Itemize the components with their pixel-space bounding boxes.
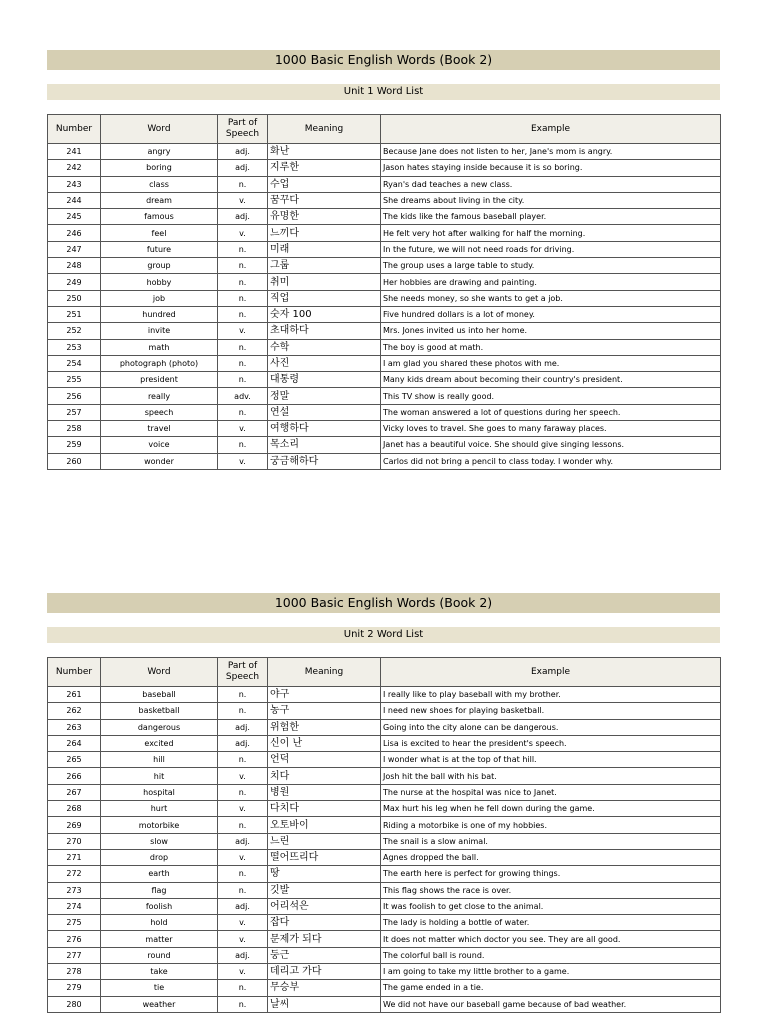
cell-meaning: 잡다	[268, 915, 381, 931]
cell-number: 273	[48, 882, 101, 898]
cell-meaning: 떨어뜨리다	[268, 849, 381, 865]
cell-example: In the future, we will not need roads for driving.	[381, 241, 721, 257]
cell-example: Vicky loves to travel. She goes to many faraway places.	[381, 421, 721, 437]
cell-part-of-speech: v.	[218, 931, 268, 947]
cell-number: 268	[48, 801, 101, 817]
table-row	[48, 703, 721, 719]
cell-word: dangerous	[101, 719, 218, 735]
cell-meaning: 위험한	[268, 719, 381, 735]
table-row	[48, 752, 721, 768]
cell-number: 263	[48, 719, 101, 735]
table-row	[48, 735, 721, 751]
cell-number: 242	[48, 160, 101, 176]
cell-part-of-speech: n.	[218, 290, 268, 306]
cell-example: He felt very hot after walking for half the morning.	[381, 225, 721, 241]
cell-example: The kids like the famous baseball player.	[381, 209, 721, 225]
cell-word: president	[101, 372, 218, 388]
table-row	[48, 453, 721, 469]
cell-part-of-speech: v.	[218, 915, 268, 931]
cell-number: 257	[48, 404, 101, 420]
unit-2-section	[47, 593, 720, 1013]
cell-number: 244	[48, 192, 101, 208]
table-row	[48, 866, 721, 882]
cell-meaning: 미래	[268, 241, 381, 257]
table-row	[48, 339, 721, 355]
cell-meaning: 정말	[268, 388, 381, 404]
cell-part-of-speech: n.	[218, 372, 268, 388]
cell-meaning: 땅	[268, 866, 381, 882]
cell-example: Riding a motorbike is one of my hobbies.	[381, 817, 721, 833]
cell-example: It does not matter which doctor you see. They are all good.	[381, 931, 721, 947]
cell-word: hill	[101, 752, 218, 768]
header-word: Word	[101, 115, 218, 144]
cell-example: We did not have our baseball game because of bad weather.	[381, 996, 721, 1012]
cell-number: 255	[48, 372, 101, 388]
cell-meaning: 다치다	[268, 801, 381, 817]
cell-number: 241	[48, 144, 101, 160]
cell-number: 279	[48, 980, 101, 996]
cell-example: Because Jane does not listen to her, Jane's mom is angry.	[381, 144, 721, 160]
table-row	[48, 241, 721, 257]
table-row	[48, 225, 721, 241]
cell-example: I am going to take my little brother to a game.	[381, 964, 721, 980]
header-part-of-speech: Part of Speech	[218, 658, 268, 687]
cell-meaning: 신이 난	[268, 735, 381, 751]
cell-word: matter	[101, 931, 218, 947]
header-meaning: Meaning	[268, 115, 381, 144]
cell-part-of-speech: v.	[218, 964, 268, 980]
cell-number: 276	[48, 931, 101, 947]
cell-word: basketball	[101, 703, 218, 719]
cell-number: 246	[48, 225, 101, 241]
cell-example: The nurse at the hospital was nice to Janet.	[381, 784, 721, 800]
cell-part-of-speech: v.	[218, 453, 268, 469]
cell-number: 256	[48, 388, 101, 404]
cell-word: invite	[101, 323, 218, 339]
cell-part-of-speech: v.	[218, 323, 268, 339]
header-word: Word	[101, 658, 218, 687]
cell-meaning: 수업	[268, 176, 381, 192]
cell-example: Agnes dropped the ball.	[381, 849, 721, 865]
cell-part-of-speech: n.	[218, 980, 268, 996]
cell-word: speech	[101, 404, 218, 420]
cell-part-of-speech: adj.	[218, 833, 268, 849]
cell-part-of-speech: n.	[218, 703, 268, 719]
table-row	[48, 964, 721, 980]
cell-example: Many kids dream about becoming their country's president.	[381, 372, 721, 388]
cell-meaning: 숫자 100	[268, 306, 381, 322]
cell-part-of-speech: v.	[218, 225, 268, 241]
table-row	[48, 980, 721, 996]
cell-meaning: 수학	[268, 339, 381, 355]
table-row	[48, 833, 721, 849]
cell-part-of-speech: adj.	[218, 160, 268, 176]
cell-number: 249	[48, 274, 101, 290]
cell-meaning: 사진	[268, 355, 381, 371]
cell-word: slow	[101, 833, 218, 849]
table-row	[48, 947, 721, 963]
cell-example: I really like to play baseball with my brother.	[381, 687, 721, 703]
cell-word: group	[101, 258, 218, 274]
cell-number: 260	[48, 453, 101, 469]
cell-part-of-speech: n.	[218, 306, 268, 322]
cell-meaning: 날씨	[268, 996, 381, 1012]
cell-meaning: 야구	[268, 687, 381, 703]
table-row	[48, 687, 721, 703]
table-row	[48, 290, 721, 306]
cell-meaning: 여행하다	[268, 421, 381, 437]
cell-part-of-speech: v.	[218, 801, 268, 817]
cell-meaning: 지루한	[268, 160, 381, 176]
cell-word: hospital	[101, 784, 218, 800]
word-list-table	[47, 657, 721, 1013]
cell-meaning: 그룹	[268, 258, 381, 274]
cell-number: 280	[48, 996, 101, 1012]
cell-part-of-speech: n.	[218, 176, 268, 192]
cell-meaning: 오토바이	[268, 817, 381, 833]
cell-number: 253	[48, 339, 101, 355]
cell-word: famous	[101, 209, 218, 225]
cell-number: 267	[48, 784, 101, 800]
cell-number: 258	[48, 421, 101, 437]
cell-part-of-speech: n.	[218, 784, 268, 800]
cell-meaning: 데리고 가다	[268, 964, 381, 980]
cell-example: The snail is a slow animal.	[381, 833, 721, 849]
table-row	[48, 882, 721, 898]
cell-example: Going into the city alone can be dangerous.	[381, 719, 721, 735]
cell-meaning: 꿈꾸다	[268, 192, 381, 208]
cell-part-of-speech: n.	[218, 339, 268, 355]
cell-word: excited	[101, 735, 218, 751]
cell-word: future	[101, 241, 218, 257]
table-header-row	[48, 658, 721, 687]
cell-number: 245	[48, 209, 101, 225]
table-row	[48, 372, 721, 388]
header-meaning: Meaning	[268, 658, 381, 687]
header-example: Example	[381, 658, 721, 687]
book-title: 1000 Basic English Words (Book 2)	[47, 593, 720, 613]
cell-number: 272	[48, 866, 101, 882]
table-row	[48, 160, 721, 176]
cell-example: Mrs. Jones invited us into her home.	[381, 323, 721, 339]
cell-number: 264	[48, 735, 101, 751]
table-row	[48, 719, 721, 735]
cell-example: The boy is good at math.	[381, 339, 721, 355]
cell-word: tie	[101, 980, 218, 996]
cell-word: feel	[101, 225, 218, 241]
cell-part-of-speech: adj.	[218, 898, 268, 914]
cell-number: 248	[48, 258, 101, 274]
cell-word: hurt	[101, 801, 218, 817]
table-row	[48, 144, 721, 160]
table-row	[48, 784, 721, 800]
table-row	[48, 931, 721, 947]
cell-example: The colorful ball is round.	[381, 947, 721, 963]
cell-meaning: 목소리	[268, 437, 381, 453]
cell-example: She dreams about living in the city.	[381, 192, 721, 208]
cell-meaning: 병원	[268, 784, 381, 800]
cell-meaning: 유명한	[268, 209, 381, 225]
cell-example: Jason hates staying inside because it is so boring.	[381, 160, 721, 176]
cell-word: job	[101, 290, 218, 306]
header-number: Number	[48, 115, 101, 144]
cell-part-of-speech: n.	[218, 274, 268, 290]
cell-example: Josh hit the ball with his bat.	[381, 768, 721, 784]
header-number: Number	[48, 658, 101, 687]
cell-number: 252	[48, 323, 101, 339]
table-row	[48, 801, 721, 817]
cell-number: 266	[48, 768, 101, 784]
cell-meaning: 무승부	[268, 980, 381, 996]
table-row	[48, 404, 721, 420]
cell-meaning: 문제가 되다	[268, 931, 381, 947]
cell-example: Max hurt his leg when he fell down during the game.	[381, 801, 721, 817]
cell-example: The game ended in a tie.	[381, 980, 721, 996]
cell-example: The lady is holding a bottle of water.	[381, 915, 721, 931]
table-row	[48, 996, 721, 1012]
cell-number: 262	[48, 703, 101, 719]
book-title: 1000 Basic English Words (Book 2)	[47, 50, 720, 70]
cell-meaning: 취미	[268, 274, 381, 290]
cell-number: 271	[48, 849, 101, 865]
cell-meaning: 대통령	[268, 372, 381, 388]
table-row	[48, 915, 721, 931]
cell-number: 275	[48, 915, 101, 931]
cell-example: It was foolish to get close to the animal.	[381, 898, 721, 914]
cell-word: boring	[101, 160, 218, 176]
cell-meaning: 언덕	[268, 752, 381, 768]
cell-word: really	[101, 388, 218, 404]
cell-word: hobby	[101, 274, 218, 290]
table-row	[48, 421, 721, 437]
cell-number: 250	[48, 290, 101, 306]
header-example: Example	[381, 115, 721, 144]
cell-number: 277	[48, 947, 101, 963]
cell-meaning: 어리석은	[268, 898, 381, 914]
cell-part-of-speech: n.	[218, 355, 268, 371]
cell-number: 278	[48, 964, 101, 980]
table-row	[48, 274, 721, 290]
table-row	[48, 817, 721, 833]
table-row	[48, 849, 721, 865]
cell-word: hit	[101, 768, 218, 784]
cell-part-of-speech: v.	[218, 849, 268, 865]
cell-meaning: 농구	[268, 703, 381, 719]
cell-meaning: 치다	[268, 768, 381, 784]
cell-word: take	[101, 964, 218, 980]
cell-example: The woman answered a lot of questions during her speech.	[381, 404, 721, 420]
cell-word: earth	[101, 866, 218, 882]
cell-example: The group uses a large table to study.	[381, 258, 721, 274]
cell-part-of-speech: adv.	[218, 388, 268, 404]
cell-part-of-speech: n.	[218, 687, 268, 703]
cell-example: This flag shows the race is over.	[381, 882, 721, 898]
cell-meaning: 궁금해하다	[268, 453, 381, 469]
cell-number: 261	[48, 687, 101, 703]
cell-number: 274	[48, 898, 101, 914]
cell-example: Ryan's dad teaches a new class.	[381, 176, 721, 192]
cell-example: The earth here is perfect for growing things.	[381, 866, 721, 882]
cell-word: hundred	[101, 306, 218, 322]
cell-part-of-speech: n.	[218, 241, 268, 257]
cell-example: Janet has a beautiful voice. She should give singing lessons.	[381, 437, 721, 453]
cell-example: She needs money, so she wants to get a job.	[381, 290, 721, 306]
cell-number: 243	[48, 176, 101, 192]
cell-word: flag	[101, 882, 218, 898]
cell-word: voice	[101, 437, 218, 453]
header-part-of-speech: Part of Speech	[218, 115, 268, 144]
unit-1-section	[47, 50, 720, 470]
cell-number: 254	[48, 355, 101, 371]
table-row	[48, 258, 721, 274]
cell-word: round	[101, 947, 218, 963]
cell-example: I am glad you shared these photos with me.	[381, 355, 721, 371]
cell-part-of-speech: v.	[218, 421, 268, 437]
cell-part-of-speech: n.	[218, 437, 268, 453]
table-row	[48, 209, 721, 225]
table-row	[48, 176, 721, 192]
cell-meaning: 직업	[268, 290, 381, 306]
cell-example: Her hobbies are drawing and painting.	[381, 274, 721, 290]
cell-part-of-speech: n.	[218, 404, 268, 420]
cell-word: travel	[101, 421, 218, 437]
table-row	[48, 323, 721, 339]
cell-example: Lisa is excited to hear the president's speech.	[381, 735, 721, 751]
cell-meaning: 깃발	[268, 882, 381, 898]
cell-meaning: 둥근	[268, 947, 381, 963]
cell-word: hold	[101, 915, 218, 931]
table-row	[48, 437, 721, 453]
cell-word: angry	[101, 144, 218, 160]
table-row	[48, 355, 721, 371]
cell-meaning: 연설	[268, 404, 381, 420]
cell-part-of-speech: adj.	[218, 947, 268, 963]
cell-number: 265	[48, 752, 101, 768]
cell-part-of-speech: adj.	[218, 209, 268, 225]
table-row	[48, 192, 721, 208]
word-list-table	[47, 114, 721, 470]
cell-meaning: 초대하다	[268, 323, 381, 339]
cell-part-of-speech: adj.	[218, 735, 268, 751]
cell-part-of-speech: n.	[218, 752, 268, 768]
cell-word: foolish	[101, 898, 218, 914]
cell-meaning: 느린	[268, 833, 381, 849]
cell-part-of-speech: n.	[218, 258, 268, 274]
cell-part-of-speech: n.	[218, 996, 268, 1012]
cell-part-of-speech: n.	[218, 866, 268, 882]
cell-meaning: 느끼다	[268, 225, 381, 241]
cell-example: Carlos did not bring a pencil to class today. I wonder why.	[381, 453, 721, 469]
cell-number: 247	[48, 241, 101, 257]
cell-word: drop	[101, 849, 218, 865]
unit-subtitle: Unit 2 Word List	[47, 627, 720, 643]
cell-example: Five hundred dollars is a lot of money.	[381, 306, 721, 322]
cell-meaning: 화난	[268, 144, 381, 160]
cell-part-of-speech: n.	[218, 882, 268, 898]
cell-example: This TV show is really good.	[381, 388, 721, 404]
table-row	[48, 306, 721, 322]
cell-number: 251	[48, 306, 101, 322]
cell-part-of-speech: adj.	[218, 144, 268, 160]
cell-number: 269	[48, 817, 101, 833]
cell-number: 259	[48, 437, 101, 453]
cell-word: baseball	[101, 687, 218, 703]
cell-number: 270	[48, 833, 101, 849]
cell-part-of-speech: adj.	[218, 719, 268, 735]
cell-word: motorbike	[101, 817, 218, 833]
cell-example: I need new shoes for playing basketball.	[381, 703, 721, 719]
table-header-row	[48, 115, 721, 144]
table-row	[48, 768, 721, 784]
cell-word: math	[101, 339, 218, 355]
cell-part-of-speech: v.	[218, 768, 268, 784]
cell-example: I wonder what is at the top of that hill.	[381, 752, 721, 768]
unit-subtitle: Unit 1 Word List	[47, 84, 720, 100]
cell-word: class	[101, 176, 218, 192]
cell-part-of-speech: n.	[218, 817, 268, 833]
cell-word: photograph (photo)	[101, 355, 218, 371]
cell-word: wonder	[101, 453, 218, 469]
cell-word: dream	[101, 192, 218, 208]
cell-part-of-speech: v.	[218, 192, 268, 208]
table-row	[48, 898, 721, 914]
cell-word: weather	[101, 996, 218, 1012]
table-row	[48, 388, 721, 404]
